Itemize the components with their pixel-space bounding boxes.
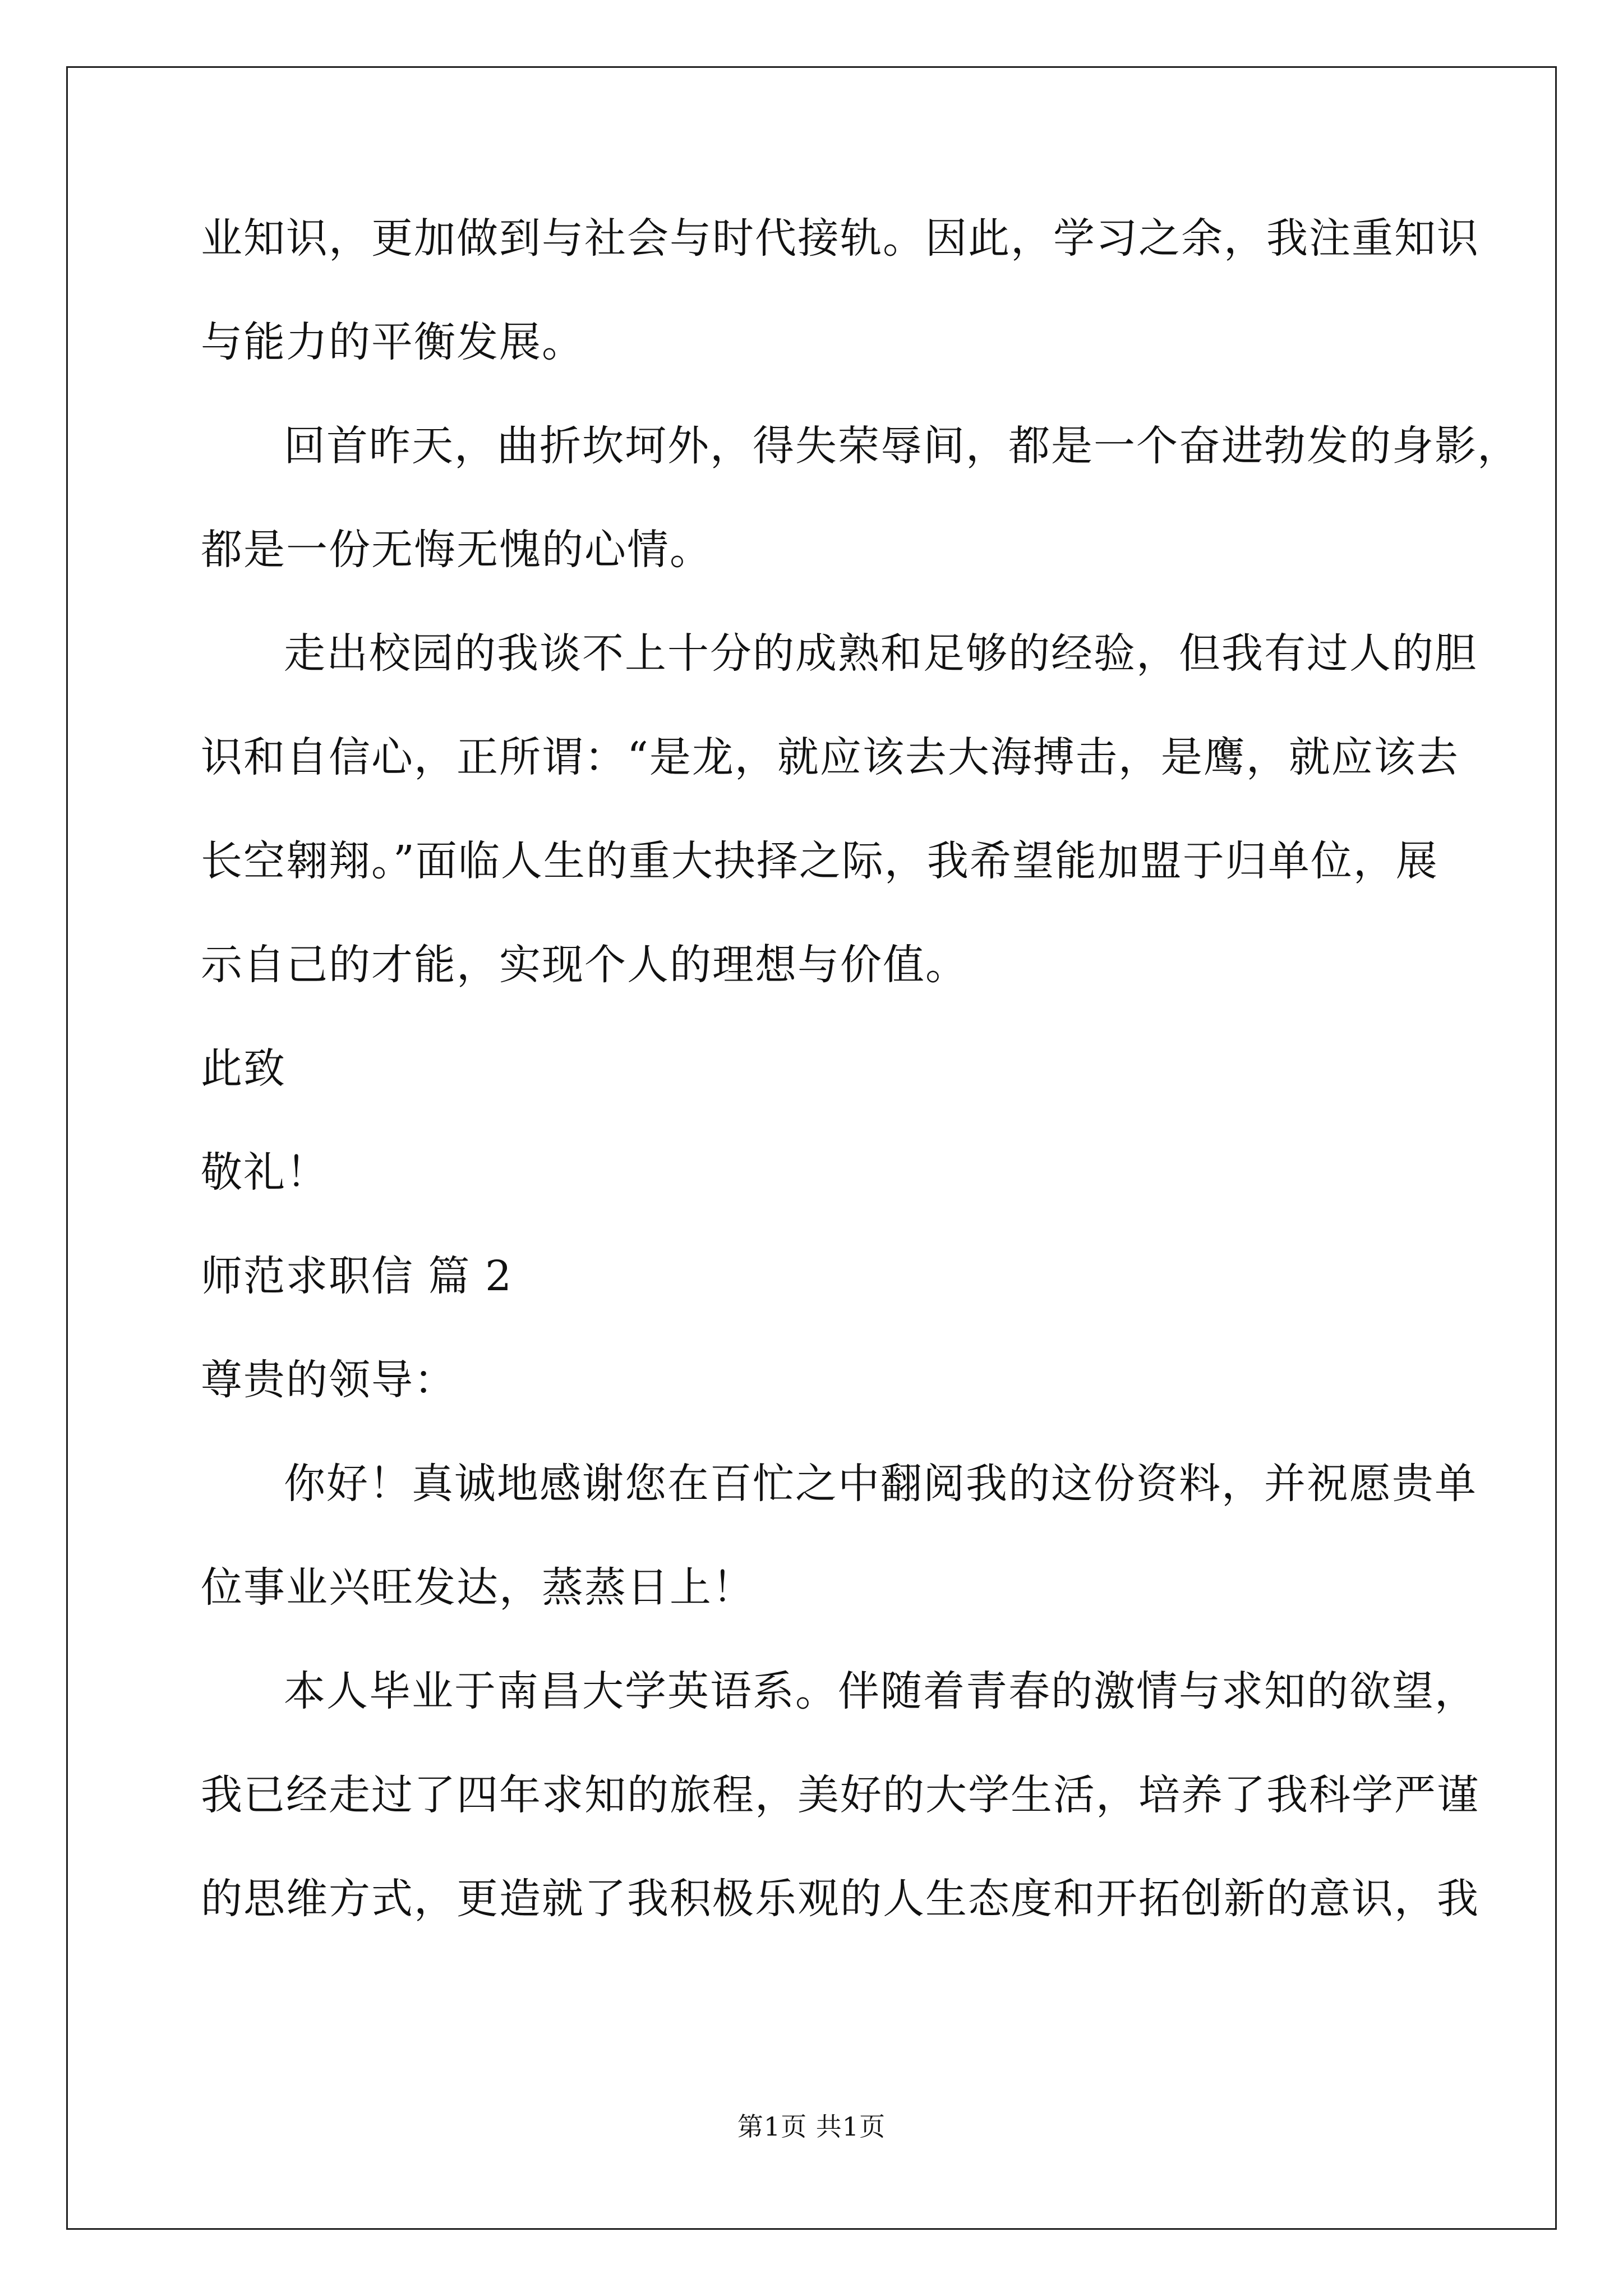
text-line: 示自己的才能，实现个人的理想与价值。 bbox=[201, 941, 968, 989]
text-line: 的思维方式，更造就了我积极乐观的人生态度和开拓创新的意识，我 bbox=[201, 1875, 1479, 1923]
paragraph-start-line: 本人毕业于南昌大学英语系。伴随着青春的激情与求知的欲望， bbox=[284, 1667, 1477, 1715]
text-line: 与能力的平衡发展。 bbox=[201, 318, 584, 366]
text-line: 都是一份无悔无愧的心情。 bbox=[201, 526, 712, 574]
paragraph-start-line: 你好！真诚地感谢您在百忙之中翻阅我的这份资料，并祝愿贵单 bbox=[284, 1460, 1477, 1508]
text-line: 位事业兴旺发达，蒸蒸日上！ bbox=[201, 1563, 755, 1612]
closing-regards: 敬礼！ bbox=[201, 1148, 329, 1197]
text-line: 业知识，更加做到与社会与时代接轨。因此，学习之余，我注重知识 bbox=[201, 214, 1479, 263]
section-heading: 师范求职信 篇 2 bbox=[201, 1252, 513, 1300]
text-line: 我已经走过了四年求知的旅程，美好的大学生活，培养了我科学严谨 bbox=[201, 1771, 1479, 1819]
text-line: 识和自信心，正所谓：“是龙，就应该去大海搏击，是鹰，就应该去 bbox=[201, 733, 1459, 781]
greeting: 尊贵的领导： bbox=[201, 1356, 457, 1404]
closing-salutation: 此致 bbox=[201, 1045, 286, 1093]
text-line: 长空翱翔。”面临人生的重大抉择之际，我希望能加盟于归单位，展 bbox=[201, 837, 1438, 885]
page-number-footer: 第1页 共1页 bbox=[737, 2111, 886, 2142]
paragraph-start-line: 回首昨天，曲折坎坷外，得失荣辱间，都是一个奋进勃发的身影， bbox=[284, 422, 1520, 470]
paragraph-start-line: 走出校园的我谈不上十分的成熟和足够的经验，但我有过人的胆 bbox=[284, 629, 1477, 678]
